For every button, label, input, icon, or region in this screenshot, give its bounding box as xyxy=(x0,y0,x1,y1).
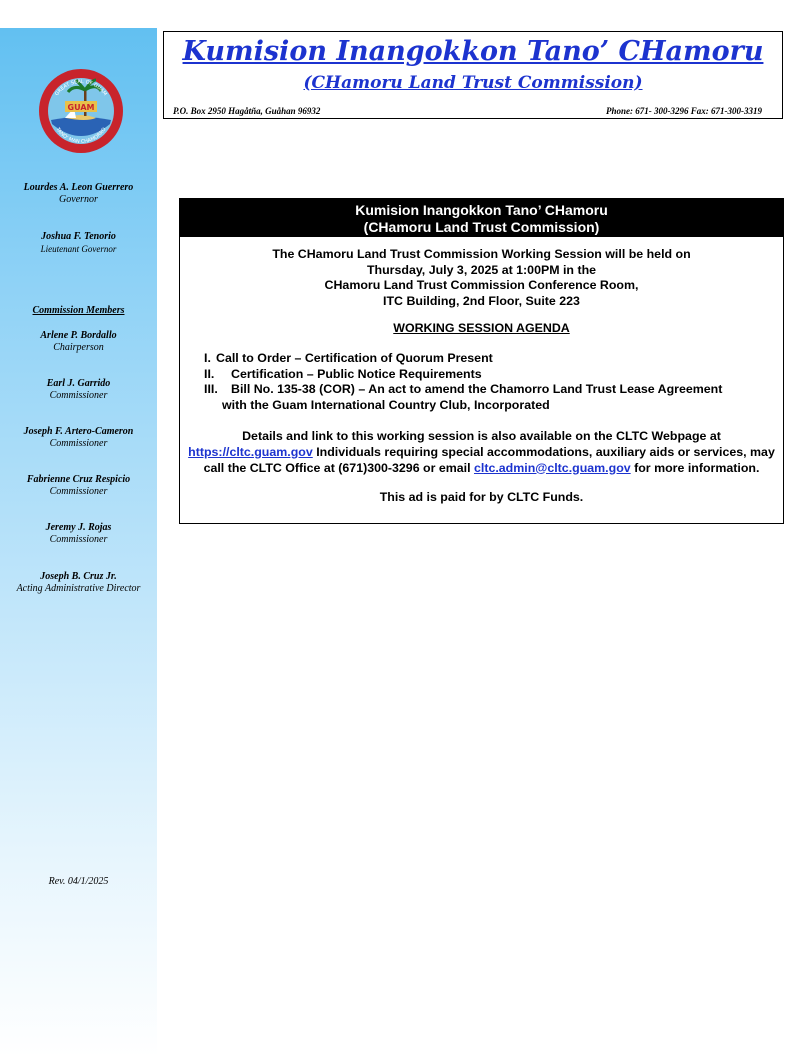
agenda-text: Call to Order – Certification of Quorum Present xyxy=(216,350,493,365)
member-name: Jeremy J. Rojas xyxy=(45,522,112,533)
member-role: Chairperson xyxy=(53,342,104,353)
sidebar xyxy=(0,28,157,1057)
lt-governor-name: Joshua F. Tenorio xyxy=(41,231,116,242)
lt-governor-role: Lieutenant Governor xyxy=(40,244,117,254)
member-commissioner xyxy=(0,522,157,546)
administrative-director xyxy=(0,571,157,595)
governor xyxy=(0,182,157,206)
agenda-text: Bill No. 135-38 (COR) – An act to amend the Chamorro Land Trust Lease Agreement xyxy=(231,382,723,397)
letterhead xyxy=(163,31,783,119)
details-text: for more information. xyxy=(630,460,760,475)
phone-fax: Phone: 671- 300-3296 Fax: 671-300-3319 xyxy=(606,106,762,116)
paid-ad-note: This ad is paid for by CLTC Funds. xyxy=(379,490,584,505)
agenda-item xyxy=(204,382,783,413)
member-name: Arlene P. Bordallo xyxy=(40,330,117,341)
cltc-website-link[interactable]: https://cltc.guam.gov xyxy=(188,444,313,459)
member-name: Joseph B. Cruz Jr. xyxy=(40,571,117,582)
member-role: Commissioner xyxy=(49,438,108,449)
lt-governor xyxy=(0,231,157,255)
agenda-number: I. xyxy=(204,350,211,365)
letterhead-subtitle: (CHamoru Land Trust Commission) xyxy=(303,73,643,93)
member-name: Joseph F. Artero-Cameron xyxy=(23,426,134,437)
public-notice xyxy=(179,198,784,524)
member-role: Commissioner xyxy=(49,390,108,401)
details-paragraph xyxy=(180,429,783,476)
member-role: Commissioner xyxy=(49,534,108,545)
guam-seal-logo xyxy=(38,68,124,154)
session-intro xyxy=(180,247,783,309)
letterhead-title: Kumision Inangokkon Tano’ CHamoru xyxy=(182,36,764,67)
agenda-number: III. xyxy=(204,382,218,397)
details-text: Details and link to this working session is also available on the CLTC Webpage at xyxy=(242,429,721,444)
agenda-number: II. xyxy=(204,366,215,381)
member-role: Acting Administrative Director xyxy=(16,583,141,594)
governor-name: Lourdes A. Leon Guerrero xyxy=(23,182,134,193)
member-name: Fabrienne Cruz Respicio xyxy=(26,474,131,485)
member-name: Earl J. Garrido xyxy=(46,378,111,389)
agenda-item xyxy=(204,367,783,383)
intro-line: The CHamoru Land Trust Commission Working Session will be held on xyxy=(272,247,691,261)
governor-role: Governor xyxy=(59,194,98,205)
agenda-title: WORKING SESSION AGENDA xyxy=(393,321,570,336)
agenda-text-continued: with the Guam International Country Club, Incorporated xyxy=(222,397,550,412)
notice-heading xyxy=(180,199,783,237)
svg-text:GREAT SEAL OF GUAM: GREAT SEAL OF GUAM xyxy=(54,78,108,98)
svg-text:GUAM: GUAM xyxy=(67,103,95,112)
cltc-email-link[interactable]: cltc.admin@cltc.guam.gov xyxy=(473,460,631,475)
intro-line: Thursday, July 3, 2025 at 1:00PM in the xyxy=(366,262,597,277)
member-role: Commissioner xyxy=(49,486,108,497)
agenda-text: Certification – Public Notice Requirements xyxy=(231,366,482,381)
member-commissioner xyxy=(0,378,157,402)
member-commissioner xyxy=(0,426,157,450)
notice-heading-line: (CHamoru Land Trust Commission) xyxy=(363,219,600,235)
mailing-address: P.O. Box 2950 Hagåtña, Guåhan 96932 xyxy=(173,106,321,116)
intro-line: ITC Building, 2nd Floor, Suite 223 xyxy=(383,293,580,308)
agenda-item xyxy=(204,351,783,367)
details-text: Individuals requiring special accommodations, auxiliary aids or services, may call the CLTC Office at (671)300-3296 or email xyxy=(203,444,775,475)
member-chairperson xyxy=(0,330,157,354)
commission-members-heading: Commission Members xyxy=(32,305,125,316)
member-commissioner xyxy=(0,474,157,498)
notice-heading-line: Kumision Inangokkon Tano’ CHamoru xyxy=(355,202,608,218)
revision-date: Rev. 04/1/2025 xyxy=(48,876,109,887)
agenda-list xyxy=(204,351,783,413)
intro-line: CHamoru Land Trust Commission Conference Room, xyxy=(324,278,639,293)
svg-text:TANO' MAN CHAMORRO: TANO' MAN CHAMORRO xyxy=(54,126,108,146)
notice-body xyxy=(180,247,783,506)
